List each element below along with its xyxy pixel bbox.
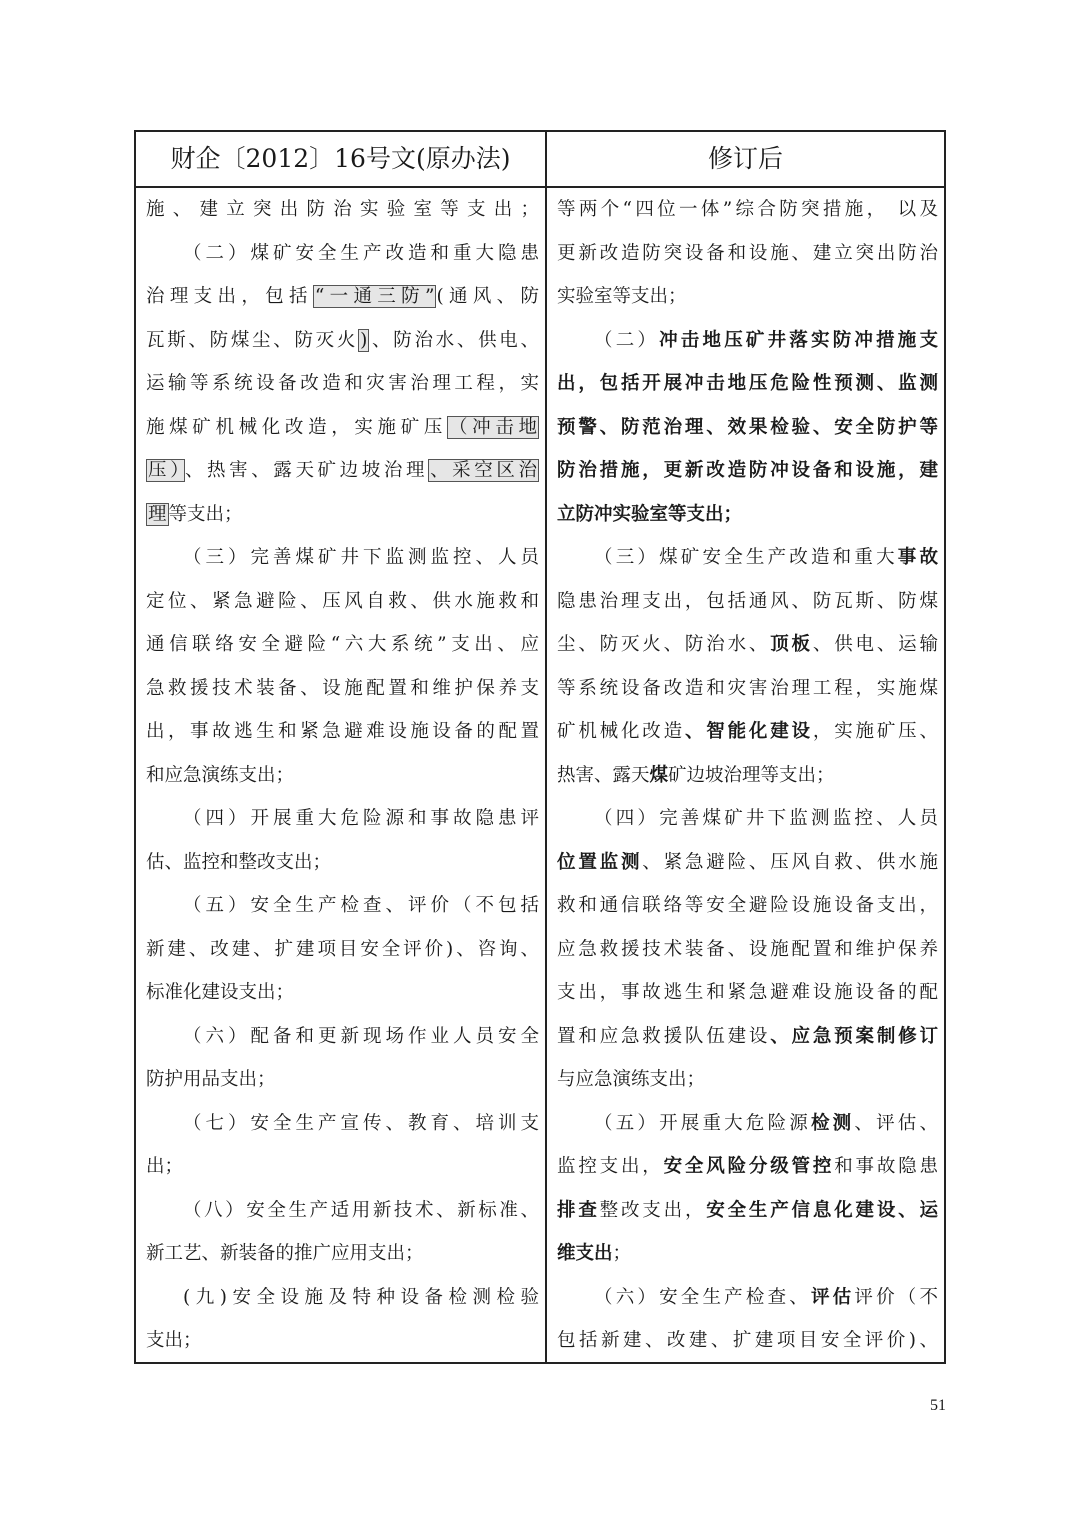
text-line: （二）煤矿安全生产改造和重大隐患 bbox=[183, 242, 539, 264]
bold-text: 顶板 bbox=[770, 634, 813, 655]
bold-text: 检测 bbox=[810, 1112, 855, 1134]
text-line: 和应急演练支出； bbox=[146, 764, 295, 786]
text-line bbox=[557, 1015, 938, 1059]
text-span: ，实施矿压、 bbox=[812, 721, 938, 742]
bold-text: 排查 bbox=[557, 1199, 600, 1221]
text-line: 急救援技术装备、设施配置和维护保养支 bbox=[146, 677, 539, 699]
text-span: 瓦斯、防煤尘、防灭火 bbox=[146, 329, 359, 351]
text-line bbox=[557, 1232, 938, 1276]
text-line: 更新改造防突设备和设施、建立突出防治 bbox=[557, 242, 938, 264]
text-line bbox=[557, 1145, 938, 1189]
text-span: 矿边坡治理等支出； bbox=[668, 764, 835, 786]
text-line: 应急救援技术装备、设施配置和维护保养 bbox=[557, 938, 938, 960]
text-line: 通信联络安全避险“六大系统”支出、应 bbox=[146, 634, 539, 655]
text-span: 监控支出， bbox=[557, 1156, 664, 1177]
text-line: （三）完善煤矿井下监测监控、人员 bbox=[183, 547, 539, 568]
page-number: 51 bbox=[930, 1397, 946, 1414]
bold-text: 、智能化建设 bbox=[684, 721, 813, 742]
text-line: 估、监控和整改支出； bbox=[146, 851, 332, 873]
text-span: （五）开展重大危险源 bbox=[594, 1112, 811, 1134]
text-line bbox=[557, 319, 938, 363]
text-line: 出； bbox=[146, 1156, 184, 1177]
bold-text: 位置监测 bbox=[557, 851, 643, 873]
text-line bbox=[557, 841, 938, 885]
highlight-box: 理 bbox=[148, 503, 167, 525]
text-span: ； bbox=[612, 1243, 632, 1264]
text-line: 立防冲实验室等支出； bbox=[557, 503, 743, 525]
text-line: 出，包括开展冲击地压危险性预测、监测 bbox=[557, 373, 938, 394]
text-line bbox=[557, 623, 938, 667]
text-span: 等支出； bbox=[168, 503, 243, 525]
highlight-box: “一通三防” bbox=[314, 286, 435, 307]
text-span: 整改支出， bbox=[599, 1199, 707, 1221]
highlight-box: 压） bbox=[148, 460, 183, 481]
text-line: 预警、防范治理、效果检验、安全防护等 bbox=[557, 416, 938, 438]
text-span: 、防治水、供电、 bbox=[369, 329, 539, 351]
text-line: （四）开展重大危险源和事故隐患评 bbox=[183, 808, 539, 829]
text-line bbox=[146, 493, 539, 537]
bold-text: 、应急预案制修订 bbox=[770, 1025, 938, 1047]
text-line: 新建、改建、扩建项目安全评价)、咨询、 bbox=[146, 938, 539, 960]
comparison-table bbox=[134, 130, 946, 1364]
text-line bbox=[557, 1276, 938, 1320]
text-span: 、评估、 bbox=[854, 1112, 938, 1134]
text-line: 包括新建、改建、扩建项目安全评价)、 bbox=[557, 1330, 938, 1351]
text-line: 定位、紧急避险、压风自救、供水施救和 bbox=[146, 590, 539, 612]
text-line: 救和通信联络等安全避险设施设备支出， bbox=[557, 895, 938, 916]
text-line: 出，事故逃生和紧急避难设施设备的配置 bbox=[146, 721, 539, 742]
original-text-column bbox=[146, 188, 539, 1362]
header-revised: 修订后 bbox=[707, 144, 783, 173]
table-header bbox=[136, 132, 944, 188]
bold-text: 煤 bbox=[649, 764, 669, 786]
highlight-box: （冲击地 bbox=[449, 416, 537, 438]
text-line: （七）安全生产宣传、教育、培训支 bbox=[183, 1112, 539, 1134]
text-span: （三）煤矿安全生产改造和重大 bbox=[594, 547, 898, 568]
text-span: (通风、防 bbox=[436, 286, 539, 307]
text-span: （二） bbox=[594, 329, 660, 351]
text-span: 热害、露天 bbox=[557, 764, 650, 786]
text-line: 标准化建设支出； bbox=[146, 982, 295, 1003]
text-line: （六）配备和更新现场作业人员安全 bbox=[183, 1025, 539, 1047]
text-span: 、供电、运输 bbox=[812, 634, 938, 655]
bold-text: 安全生产信息化建设、运 bbox=[706, 1199, 938, 1221]
text-line bbox=[557, 536, 938, 580]
text-line bbox=[146, 449, 539, 493]
text-line bbox=[146, 319, 539, 363]
text-line bbox=[146, 406, 539, 450]
text-line: 施、建立突出防治实验室等支出； bbox=[146, 199, 539, 220]
text-span: 评价（不 bbox=[854, 1286, 938, 1308]
text-span: 尘、防灭火、防治水、 bbox=[557, 634, 771, 655]
text-line bbox=[146, 275, 539, 319]
text-line: 隐患治理支出，包括通风、防瓦斯、防煤 bbox=[557, 590, 938, 612]
text-line: 运输等系统设备改造和灾害治理工程，实 bbox=[146, 373, 539, 394]
text-span: 矿机械化改造 bbox=[557, 721, 685, 742]
text-line bbox=[557, 1189, 938, 1233]
text-span: 、紧急避险、压风自救、供水施 bbox=[642, 851, 938, 873]
text-line: 等系统设备改造和灾害治理工程，实施煤 bbox=[557, 677, 938, 699]
bold-text: 冲击地压矿井落实防冲措施支 bbox=[659, 329, 938, 351]
text-line: （四）完善煤矿井下监测监控、人员 bbox=[594, 808, 938, 829]
text-span: 和事故隐患 bbox=[834, 1156, 938, 1177]
text-span: 、热害、露天矿边坡治理 bbox=[184, 460, 429, 481]
text-line: 新工艺、新装备的推广应用支出； bbox=[146, 1243, 424, 1264]
text-line: （八）安全生产适用新技术、新标准、 bbox=[183, 1199, 539, 1221]
text-line: 防治措施，更新改造防冲设备和设施，建 bbox=[557, 460, 938, 481]
text-span: （六）安全生产检查、 bbox=[594, 1286, 811, 1308]
highlight-box: 、采空区治 bbox=[430, 460, 537, 481]
text-line: (九)安全设施及特种设备检测检验 bbox=[183, 1286, 539, 1308]
text-span: 置和应急救援队伍建设 bbox=[557, 1025, 771, 1047]
text-span: 施煤矿机械化改造，实施矿压 bbox=[146, 416, 448, 438]
text-line: 支出，事故逃生和紧急避难设施设备的配 bbox=[557, 982, 938, 1003]
header-original: 财企〔2012〕16号文(原办法) bbox=[170, 144, 511, 173]
text-line: 支出； bbox=[146, 1330, 202, 1351]
bold-text: 维支出 bbox=[557, 1243, 613, 1264]
text-line bbox=[557, 710, 938, 754]
bold-text: 事故 bbox=[897, 547, 938, 568]
text-line bbox=[557, 1102, 938, 1146]
text-line: （五）安全生产检查、评价（不包括 bbox=[183, 895, 539, 916]
column-divider bbox=[545, 132, 547, 1362]
text-line: 实验室等支出； bbox=[557, 286, 687, 307]
text-line bbox=[557, 754, 938, 798]
text-line: 防护用品支出； bbox=[146, 1069, 276, 1090]
revised-text-column bbox=[557, 188, 938, 1362]
text-line: 与应急演练支出； bbox=[557, 1069, 706, 1090]
highlight-box: ) bbox=[360, 329, 368, 351]
bold-text: 安全风险分级管控 bbox=[663, 1156, 835, 1177]
text-line: 等两个“四位一体”综合防突措施， 以及 bbox=[557, 199, 938, 220]
text-span: 治理支出，包括 bbox=[146, 286, 313, 307]
bold-text: 评估 bbox=[810, 1286, 855, 1308]
